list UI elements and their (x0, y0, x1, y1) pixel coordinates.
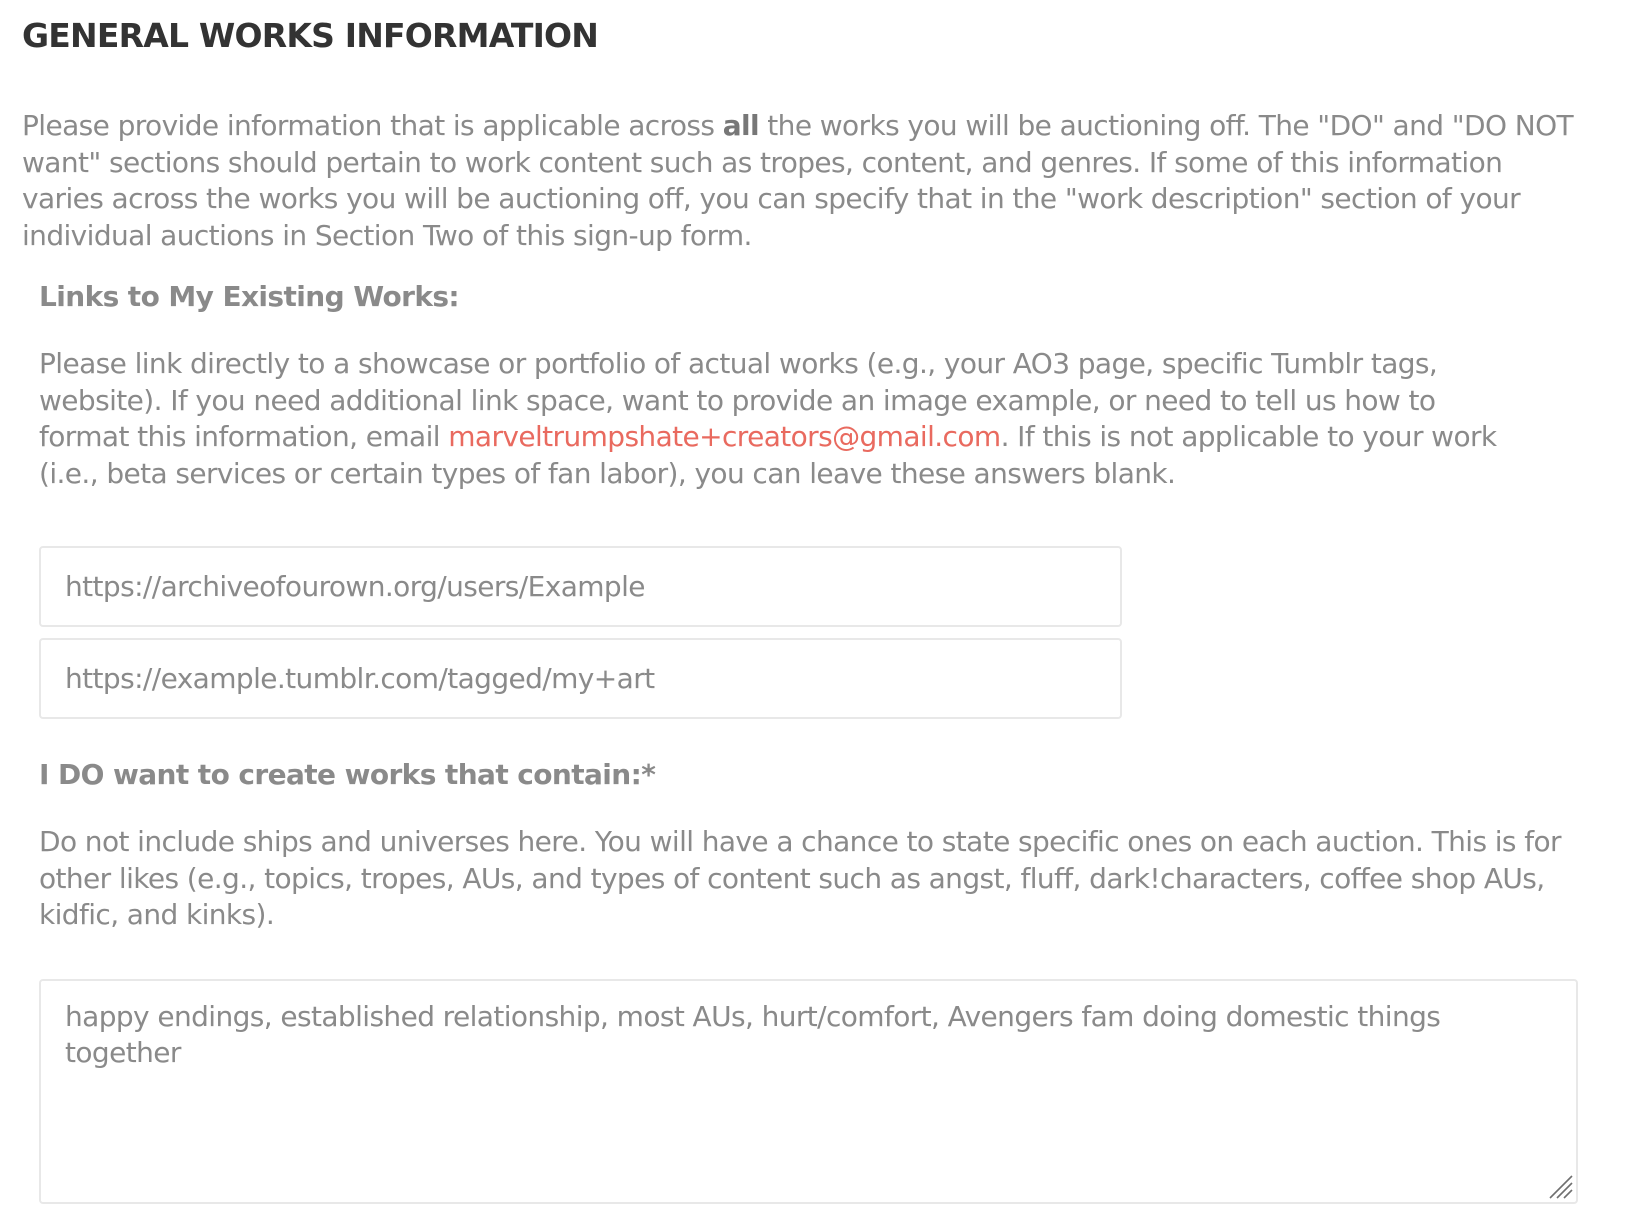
do-want-textarea[interactable] (39, 979, 1578, 1204)
section-title: GENERAL WORKS INFORMATION (22, 16, 599, 55)
intro-bold-all: all (722, 109, 759, 142)
email-link[interactable]: marveltrumpshate+creators@gmail.com (448, 420, 1001, 453)
do-want-textarea-wrapper (39, 979, 1578, 1204)
intro-text-part1: Please provide information that is applicable across (22, 109, 723, 142)
resize-grip-icon[interactable] (1546, 1172, 1574, 1200)
links-description (39, 346, 1509, 492)
link-input-2[interactable] (39, 638, 1122, 719)
do-want-description: Do not include ships and universes here. You will have a chance to state specific ones on each auction. This is for other likes (e.g., topics, tropes, AUs, and types of content such as angst, fluff, dark!characters, coffee shop AUs, kidfic, and kinks). (39, 825, 1561, 931)
do-want-field-group (39, 756, 1579, 934)
links-desc-part1: Please link directly to a showcase or portfolio of actual works (e.g., your AO3 page, specific Tumblr tags, website). If you need additional link space, want to provide an image example, or need to tell us how to format this information, email (39, 347, 1438, 453)
link-input-1[interactable] (39, 546, 1122, 627)
links-label: Links to My Existing Works: (39, 280, 460, 313)
intro-text-part2: the works you will be auctioning off. The "DO" and "DO NOT want" sections should pertain to work content such as tropes, content, and genres. If some of this information varies across the works you will be auctioning off, you can specify that in the "work description" section of your individual auctions in Section Two of this sign-up form. (22, 109, 1574, 252)
links-field-group (39, 278, 1509, 492)
do-want-label: I DO want to create works that contain:* (39, 758, 656, 791)
links-desc-part2: . If this is not applicable to your work (i.e., beta services or certain types of fan labor), you can leave these answers blank. (39, 420, 1497, 490)
section-intro (22, 108, 1582, 254)
